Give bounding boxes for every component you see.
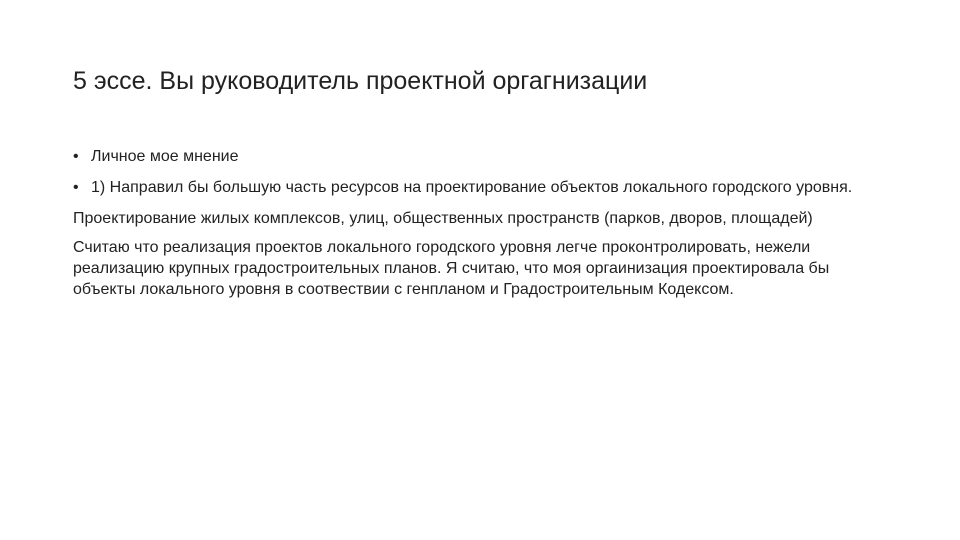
bullet-item-personal-opinion (73, 146, 873, 167)
bullet-marker: • (73, 179, 79, 196)
slide-title: 5 эссе. Вы руководитель проектной оргагнизации (73, 67, 648, 95)
bullet-marker: • (73, 148, 79, 165)
bullet-item-resource-allocation (73, 177, 873, 198)
bullet-text: Личное мое мнение (91, 148, 239, 165)
bullet-text: 1) Направил бы большую часть ресурсов на проектирование объектов локального городского уровня. (91, 179, 853, 196)
slide-content (73, 146, 873, 308)
paragraph-design-examples: Проектирование жилых комплексов, улиц, общественных пространств (парков, дворов, площадей) (73, 210, 813, 227)
paragraph-reasoning: Считаю что реализация проектов локального городского уровня легче проконтролировать, нежели реализацию крупных градостроительных планов. Я считаю, что моя оргаинизация проектировала бы объекты локального уровня в соотвествии с генпланом и Градостроительным Кодексом. (73, 239, 830, 298)
